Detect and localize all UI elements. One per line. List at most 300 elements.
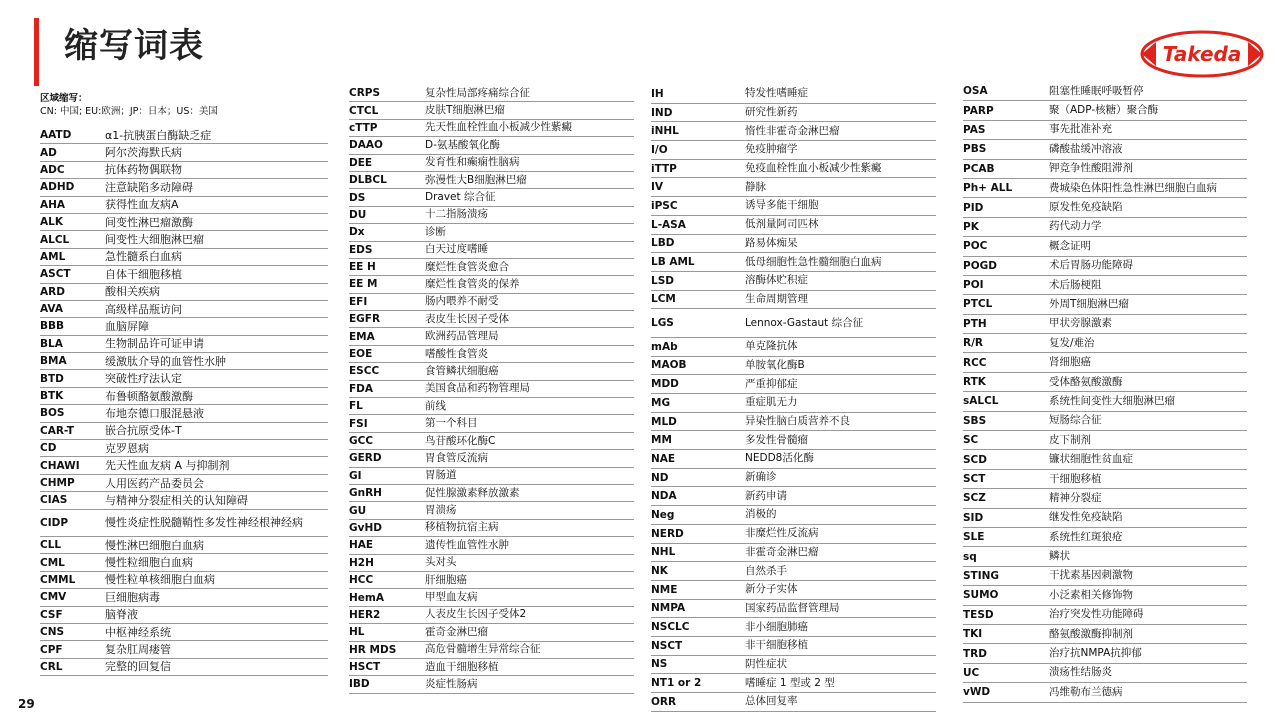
abbreviation-row	[349, 659, 634, 676]
abbreviation-term: Dx	[349, 226, 365, 239]
abbreviation-definition: 克罗恩病	[105, 441, 149, 455]
abbreviation-row	[651, 394, 936, 413]
abbreviation-term: IH	[651, 87, 664, 100]
abbreviation-row	[651, 357, 936, 376]
abbreviation-row	[963, 315, 1247, 334]
abbreviation-term: EDS	[349, 243, 373, 256]
abbreviation-definition: 前线	[425, 399, 446, 412]
abbreviation-row	[651, 544, 936, 563]
abbreviation-definition: 肾细胞癌	[1049, 356, 1091, 369]
abbreviation-term: POI	[963, 279, 984, 292]
abbreviation-row	[963, 295, 1247, 314]
abbreviation-term: LBD	[651, 237, 675, 250]
abbreviation-term: iNHL	[651, 125, 679, 138]
abbreviation-definition: 复杂性局部疼痛综合征	[425, 86, 530, 99]
abbreviation-term: NHL	[651, 546, 676, 559]
abbreviation-term: sALCL	[963, 395, 999, 408]
abbreviation-term: SLE	[963, 531, 985, 544]
abbreviation-definition: 新药申请	[745, 489, 787, 502]
abbreviation-definition: 免疫血栓性血小板减少性紫癜	[745, 162, 882, 175]
abbreviation-term: EMA	[349, 330, 375, 343]
title-accent-bar	[34, 18, 39, 86]
abbreviation-term: I/O	[651, 143, 668, 156]
abbreviation-column-4	[963, 82, 1247, 703]
abbreviation-row	[349, 137, 634, 154]
abbreviation-row	[963, 179, 1247, 198]
abbreviation-row	[40, 284, 328, 301]
abbreviation-row	[651, 674, 936, 693]
abbreviation-definition: 先天性血栓性血小板减少性紫癜	[425, 121, 572, 134]
abbreviation-term: AML	[40, 250, 66, 263]
abbreviation-row	[40, 492, 328, 509]
abbreviation-row	[651, 235, 936, 254]
abbreviation-row	[651, 253, 936, 272]
abbreviation-definition: 突破性疗法认定	[105, 372, 182, 386]
abbreviation-term: NMPA	[651, 602, 686, 615]
abbreviation-row	[40, 554, 328, 571]
abbreviation-row	[349, 555, 634, 572]
abbreviation-row	[963, 547, 1247, 566]
abbreviation-term: HSCT	[349, 661, 381, 674]
abbreviation-definition: 慢性淋巴细胞白血病	[105, 538, 204, 552]
abbreviation-definition: 总体回复率	[745, 695, 798, 708]
abbreviation-term: PBS	[963, 143, 987, 156]
abbreviation-definition: 鳞状	[1049, 550, 1070, 563]
abbreviation-definition: 造血干细胞移植	[425, 660, 499, 673]
abbreviation-term: BTD	[40, 372, 64, 385]
abbreviation-definition: 先天性血友病 A 与抑制剂	[105, 459, 230, 473]
abbreviation-term: ND	[651, 471, 669, 484]
abbreviation-definition: 系统性红斑狼疮	[1049, 530, 1123, 543]
abbreviation-term: MLD	[651, 415, 677, 428]
abbreviation-definition: 受体酪氨酸激酶	[1049, 375, 1123, 388]
abbreviation-row	[349, 224, 634, 241]
abbreviation-row	[40, 589, 328, 606]
abbreviation-row	[963, 664, 1247, 683]
abbreviation-definition: 外周T细胞淋巴瘤	[1049, 297, 1129, 310]
abbreviation-definition: 与精神分裂症相关的认知障碍	[105, 493, 248, 507]
abbreviation-definition: 术后胃肠功能障碍	[1049, 259, 1133, 272]
abbreviation-row	[349, 311, 634, 328]
abbreviation-row	[349, 328, 634, 345]
abbreviation-row	[963, 257, 1247, 276]
abbreviation-row	[40, 214, 328, 231]
abbreviation-term: CMML	[40, 573, 76, 586]
abbreviation-term: CPF	[40, 643, 63, 656]
abbreviation-term: SUMO	[963, 589, 999, 602]
abbreviation-term: GI	[349, 469, 362, 482]
abbreviation-row	[651, 216, 936, 235]
abbreviation-term: TESD	[963, 608, 994, 621]
abbreviation-definition: 非糜烂性反流病	[745, 527, 819, 540]
abbreviation-row	[651, 600, 936, 619]
abbreviation-definition: 阴性症状	[745, 657, 787, 670]
abbreviation-row	[349, 502, 634, 519]
abbreviation-term: EGFR	[349, 313, 381, 326]
abbreviation-term: BLA	[40, 337, 63, 350]
abbreviation-definition: 继发性免疫缺陷	[1049, 511, 1123, 524]
abbreviation-definition: 缓激肽介导的血管性水肿	[105, 354, 226, 368]
abbreviation-row	[349, 485, 634, 502]
abbreviation-term: RCC	[963, 356, 987, 369]
abbreviation-definition: 发育性和癫痫性脑病	[425, 156, 520, 169]
abbreviation-row	[349, 589, 634, 606]
page-title: 缩写词表	[64, 26, 204, 66]
abbreviation-definition: 干扰素基因刺激物	[1049, 569, 1133, 582]
abbreviation-term: PK	[963, 220, 979, 233]
abbreviation-term: BMA	[40, 355, 67, 368]
abbreviation-definition: 酪氨酸激酶抑制剂	[1049, 627, 1133, 640]
abbreviation-row	[963, 412, 1247, 431]
abbreviation-definition: 欧洲药品管理局	[425, 330, 499, 343]
abbreviation-row	[963, 489, 1247, 508]
abbreviation-term: SC	[963, 434, 979, 447]
abbreviation-term: EE H	[349, 261, 376, 274]
abbreviation-definition: 胃食管反流病	[425, 451, 488, 464]
abbreviation-definition: 慢性粒细胞白血病	[105, 556, 193, 570]
abbreviation-term: EOE	[349, 348, 373, 361]
abbreviation-row	[651, 375, 936, 394]
abbreviation-term: ADHD	[40, 181, 75, 194]
abbreviation-term: CIDP	[40, 516, 69, 529]
abbreviation-definition: 低母细胞性急性髓细胞白血病	[745, 255, 882, 268]
abbreviation-term: CAR-T	[40, 424, 74, 437]
abbreviation-row	[40, 353, 328, 370]
abbreviation-definition: 免疫肿瘤学	[745, 143, 798, 156]
abbreviation-term: LSD	[651, 274, 674, 287]
abbreviation-row	[349, 172, 634, 189]
abbreviation-row	[963, 334, 1247, 353]
abbreviation-term: CHMP	[40, 477, 75, 489]
abbreviation-term: cTTP	[349, 121, 378, 134]
abbreviation-term: MAOB	[651, 359, 687, 372]
abbreviation-definition: 脑脊液	[105, 608, 138, 622]
abbreviation-row	[963, 470, 1247, 489]
abbreviation-term: ORR	[651, 695, 677, 708]
abbreviation-term: BOS	[40, 407, 65, 420]
abbreviation-term: LCM	[651, 293, 676, 306]
abbreviation-row	[651, 338, 936, 357]
abbreviation-term: ALK	[40, 216, 63, 229]
abbreviation-definition: 糜烂性食管炎的保养	[425, 277, 520, 290]
abbreviation-definition: 研究性新药	[745, 106, 798, 119]
abbreviation-row	[651, 693, 936, 712]
abbreviation-term: EFI	[349, 295, 368, 308]
abbreviation-definition: 单克隆抗体	[745, 340, 798, 353]
abbreviation-row	[963, 198, 1247, 217]
abbreviation-definition: 移植物抗宿主病	[425, 521, 499, 534]
abbreviation-row	[40, 231, 328, 248]
abbreviation-row	[40, 510, 328, 537]
abbreviation-definition: 嗜睡症 1 型或 2 型	[745, 676, 835, 689]
abbreviation-term: UC	[963, 666, 980, 679]
abbreviation-row	[349, 102, 634, 119]
abbreviation-term: R/R	[963, 337, 984, 350]
abbreviation-term: NERD	[651, 527, 684, 540]
abbreviation-definition: 皮下制剂	[1049, 433, 1091, 446]
abbreviation-row	[651, 506, 936, 525]
abbreviation-term: SBS	[963, 414, 987, 427]
abbreviation-definition: 酸相关疾病	[105, 285, 160, 299]
abbreviation-row	[40, 475, 328, 492]
abbreviation-definition: 巨细胞病毒	[105, 590, 160, 604]
abbreviation-definition: 镰状细胞性贫血症	[1049, 453, 1133, 466]
abbreviation-term: NME	[651, 583, 678, 596]
abbreviation-term: BBB	[40, 320, 65, 333]
abbreviation-row	[40, 405, 328, 422]
abbreviation-row	[651, 469, 936, 488]
abbreviation-term: CRL	[40, 660, 63, 673]
abbreviation-definition: 钾竞争性酸阻滞剂	[1049, 162, 1133, 175]
abbreviation-term: HER2	[349, 608, 381, 621]
abbreviation-definition: 异染性脑白质营养不良	[745, 415, 850, 428]
abbreviation-row	[651, 197, 936, 216]
abbreviation-term: AVA	[40, 303, 63, 316]
abbreviation-row	[963, 392, 1247, 411]
abbreviation-definition: 弥漫性大B细胞淋巴瘤	[425, 173, 527, 186]
abbreviation-term: AHA	[40, 198, 66, 211]
abbreviation-term: LGS	[651, 317, 674, 330]
abbreviation-row	[40, 249, 328, 266]
abbreviation-row	[40, 641, 328, 658]
abbreviation-term: CTCL	[349, 104, 379, 117]
abbreviation-definition: 溃疡性结肠炎	[1049, 666, 1112, 679]
abbreviation-definition: 霍奇金淋巴瘤	[425, 625, 488, 638]
abbreviation-term: Neg	[651, 508, 675, 521]
abbreviation-term: Ph+ ALL	[963, 182, 1013, 195]
abbreviation-definition: 新分子实体	[745, 583, 798, 596]
abbreviation-row	[651, 581, 936, 600]
abbreviation-row	[963, 450, 1247, 469]
region-note-title: 区域缩写：	[40, 93, 88, 104]
takeda-logo	[1138, 28, 1266, 80]
abbreviation-row	[40, 370, 328, 387]
abbreviation-definition: 非小细胞肺癌	[745, 620, 808, 633]
abbreviation-row	[349, 624, 634, 641]
logo-wordmark: Takeda	[1162, 42, 1242, 66]
abbreviation-row	[651, 656, 936, 675]
abbreviation-term: AD	[40, 146, 57, 159]
abbreviation-term: OSA	[963, 85, 988, 98]
abbreviation-row	[40, 336, 328, 353]
abbreviation-row	[651, 487, 936, 506]
abbreviation-definition: Dravet 综合征	[425, 191, 496, 204]
abbreviation-definition: 重症肌无力	[745, 396, 798, 409]
abbreviation-definition: 胃肠道	[425, 469, 457, 482]
abbreviation-row	[651, 431, 936, 450]
abbreviation-term: POC	[963, 240, 988, 253]
abbreviation-definition: 自体干细胞移植	[105, 267, 182, 281]
abbreviation-row	[349, 398, 634, 415]
abbreviation-definition: 高危骨髓增生异常综合征	[425, 643, 541, 656]
abbreviation-row	[651, 104, 936, 123]
abbreviation-term: ESCC	[349, 365, 380, 378]
abbreviation-definition: 路易体痴呆	[745, 236, 798, 249]
abbreviation-term: DEE	[349, 156, 373, 169]
abbreviation-definition: 磷酸盐缓冲溶液	[1049, 142, 1123, 155]
abbreviation-definition: 注意缺陷多动障碍	[105, 180, 193, 194]
abbreviation-row	[349, 468, 634, 485]
abbreviation-term: SCZ	[963, 492, 986, 505]
abbreviation-definition: 国家药品监督管理局	[745, 601, 840, 614]
abbreviation-term: CMV	[40, 591, 67, 604]
abbreviation-definition: 遗传性血管性水肿	[425, 538, 509, 551]
abbreviation-definition: 原发性免疫缺陷	[1049, 201, 1123, 214]
abbreviation-row	[349, 520, 634, 537]
abbreviation-row	[349, 363, 634, 380]
abbreviation-row	[963, 606, 1247, 625]
abbreviation-definition: 精神分裂症	[1049, 491, 1102, 504]
abbreviation-row	[651, 141, 936, 160]
abbreviation-term: IND	[651, 106, 673, 119]
abbreviation-column-3	[651, 85, 936, 712]
abbreviation-row	[349, 607, 634, 624]
abbreviation-row	[349, 537, 634, 554]
abbreviation-row	[963, 683, 1247, 702]
abbreviation-column-2	[349, 85, 634, 694]
abbreviation-term: DAAO	[349, 139, 383, 152]
abbreviation-definition: 皮肤T细胞淋巴瘤	[425, 104, 505, 117]
abbreviation-term: CD	[40, 442, 57, 455]
abbreviation-row	[349, 346, 634, 363]
abbreviation-term: iPSC	[651, 199, 678, 212]
abbreviation-term: FL	[349, 400, 363, 413]
abbreviation-definition: 小泛素相关修饰物	[1049, 588, 1133, 601]
abbreviation-definition: 布地奈德口服混悬液	[105, 406, 204, 420]
abbreviation-definition: 促性腺激素释放激素	[425, 486, 520, 499]
abbreviation-definition: 复发/难治	[1049, 336, 1095, 349]
abbreviation-row	[349, 207, 634, 224]
abbreviation-row	[651, 309, 936, 338]
abbreviation-term: DS	[349, 191, 366, 204]
abbreviation-definition: NEDD8活化酶	[745, 452, 814, 465]
abbreviation-definition: 十二指肠溃疡	[425, 208, 488, 221]
abbreviation-column-1	[40, 127, 328, 676]
abbreviation-definition: 布鲁顿酪氨酸激酶	[105, 389, 193, 403]
abbreviation-term: PCAB	[963, 162, 995, 175]
abbreviation-definition: 术后肠梗阻	[1049, 278, 1102, 291]
abbreviation-definition: 溶酶体贮积症	[745, 274, 808, 287]
abbreviation-definition: 治疗突发性功能障碍	[1049, 608, 1144, 621]
abbreviation-definition: 头对头	[425, 556, 457, 569]
abbreviation-row	[40, 440, 328, 457]
abbreviation-definition: 肠内喂养不耐受	[425, 295, 499, 308]
abbreviation-definition: 获得性血友病A	[105, 198, 179, 212]
abbreviation-definition: 人用医药产品委员会	[105, 476, 204, 490]
abbreviation-term: ALCL	[40, 233, 70, 246]
abbreviation-row	[651, 525, 936, 544]
abbreviation-definition: 系统性间变性大细胞淋巴瘤	[1049, 394, 1175, 407]
abbreviation-definition: 概念证明	[1049, 239, 1091, 252]
abbreviation-term: CHAWI	[40, 459, 80, 472]
abbreviation-term: NDA	[651, 490, 677, 503]
abbreviation-term: ADC	[40, 163, 65, 176]
abbreviation-definition: 食管鳞状细胞癌	[425, 364, 499, 377]
abbreviation-row	[40, 537, 328, 554]
abbreviation-row	[40, 607, 328, 624]
abbreviation-term: FDA	[349, 382, 374, 395]
abbreviation-definition: 冯维勒布兰德病	[1049, 685, 1123, 698]
abbreviation-row	[963, 625, 1247, 644]
abbreviation-row	[963, 353, 1247, 372]
abbreviation-term: NS	[651, 658, 668, 671]
abbreviation-row	[349, 415, 634, 432]
abbreviation-row	[349, 242, 634, 259]
abbreviation-definition: 嵌合抗原受体-T	[105, 424, 182, 438]
abbreviation-row	[651, 85, 936, 104]
abbreviation-definition: 严重抑郁症	[745, 377, 798, 390]
abbreviation-definition: 肝细胞癌	[425, 573, 467, 586]
abbreviation-term: LB AML	[651, 256, 695, 269]
abbreviation-definition: 人表皮生长因子受体2	[425, 608, 527, 621]
abbreviation-term: PTH	[963, 317, 987, 330]
abbreviation-term: NK	[651, 565, 668, 578]
abbreviation-term: NSCLC	[651, 621, 690, 634]
abbreviation-row	[40, 144, 328, 161]
abbreviation-term: MDD	[651, 378, 679, 391]
abbreviation-term: CRPS	[349, 87, 381, 100]
abbreviation-term: NT1 or 2	[651, 677, 702, 690]
abbreviation-row	[651, 178, 936, 197]
abbreviation-term: NAE	[651, 452, 676, 465]
abbreviation-row	[963, 373, 1247, 392]
abbreviation-definition: 慢性炎症性脱髓鞘性多发性神经根神经病	[105, 516, 303, 530]
abbreviation-term: BTK	[40, 390, 64, 403]
abbreviation-definition: 消极的	[745, 508, 777, 521]
abbreviation-definition: 费城染色体阳性急性淋巴细胞白血病	[1049, 181, 1217, 194]
abbreviation-term: STING	[963, 569, 1000, 582]
abbreviation-row	[349, 450, 634, 467]
abbreviation-definition: 药代动力学	[1049, 220, 1102, 233]
abbreviation-row	[349, 294, 634, 311]
abbreviation-definition: 美国食品和药物管理局	[425, 382, 530, 395]
abbreviation-term: CIAS	[40, 494, 68, 507]
abbreviation-row	[963, 586, 1247, 605]
abbreviation-definition: 短肠综合征	[1049, 414, 1102, 427]
abbreviation-definition: 复杂肛周瘘管	[105, 643, 171, 657]
abbreviation-term: DU	[349, 208, 367, 221]
abbreviation-term: GERD	[349, 452, 382, 465]
abbreviation-definition: 阻塞性睡眠呼吸暂停	[1049, 84, 1144, 97]
abbreviation-term: PTCL	[963, 298, 993, 311]
abbreviation-definition: 胃溃疡	[425, 504, 457, 517]
abbreviation-definition: 阿尔茨海默氏病	[105, 146, 182, 160]
abbreviation-definition: 间变性淋巴瘤激酶	[105, 215, 193, 229]
abbreviation-definition: 诊断	[425, 225, 446, 238]
page-number: 29	[18, 697, 35, 711]
abbreviation-row	[40, 266, 328, 283]
abbreviation-row	[40, 162, 328, 179]
abbreviation-definition: 自然杀手	[745, 564, 787, 577]
abbreviation-row	[349, 155, 634, 172]
abbreviation-definition: 第一个科目	[425, 417, 478, 430]
abbreviation-term: PAS	[963, 123, 986, 136]
abbreviation-definition: 白天过度嗜睡	[425, 243, 488, 256]
abbreviation-definition: 非霍奇金淋巴瘤	[745, 545, 819, 558]
abbreviation-definition: 生物制品许可证申请	[105, 337, 204, 351]
abbreviation-row	[963, 140, 1247, 159]
abbreviation-term: CNS	[40, 626, 65, 639]
abbreviation-term: RTK	[963, 376, 986, 389]
abbreviation-row	[651, 562, 936, 581]
abbreviation-row	[963, 218, 1247, 237]
abbreviation-row	[349, 433, 634, 450]
abbreviation-term: vWD	[963, 686, 991, 699]
abbreviation-definition: 鸟苷酸环化酶C	[425, 434, 496, 447]
abbreviation-term: SCT	[963, 473, 986, 485]
abbreviation-term: HAE	[349, 539, 374, 552]
abbreviation-definition: 抗体药物偶联物	[105, 163, 182, 177]
